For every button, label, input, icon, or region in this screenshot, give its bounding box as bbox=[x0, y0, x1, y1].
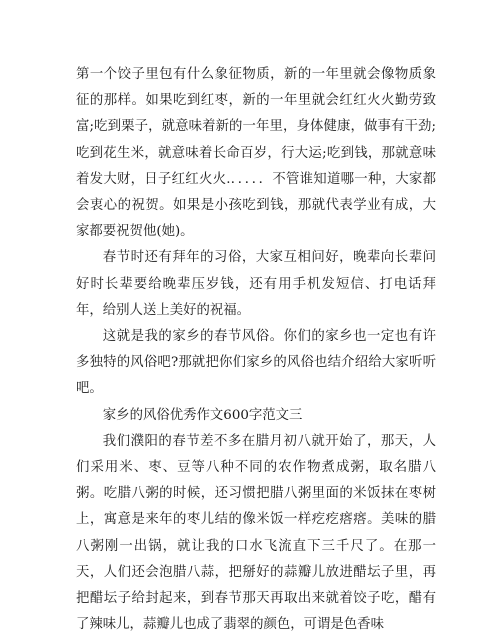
paragraph-first-dumpling: 第一个饺子里包有什么象征物质，新的一年里就会像物质象征的那样。如果吃到红枣，新的一年里就会红红火火勤劳致富;吃到栗子，就意味着新的一年里，身体健康，做事有干劲;吃到花生米，就意味着长命百岁，行大运;吃到钱，那就意味着发大财，日子红红火火.．．．．．不管谁知道哪一种，大家都会衷心的祝贺。如果是小孩吃到钱，那就代表学业有成，大家都要祝贺他(她)。 bbox=[76, 67, 436, 240]
paragraph-puyang-festival: 我们濮阳的春节差不多在腊月初八就开始了，那天，人们采用米、枣、豆等八种不同的农作物煮成粥，取名腊八粥。吃腊八粥的时候，还习惯把腊八粥里面的米饭抹在枣树上，寓意是来年的枣儿结的像米饭一样疙疙瘩瘩。美味的腊八粥刚一出锅，就让我的口水飞流直下三千尺了。在那一天，人们还会泡腊八蒜，把掰好的蒜瓣儿放进醋坛子里，再把醋坛子给封起来，到春节那天再取出来就着饺子吃，醋有了辣味儿，蒜瓣儿也成了翡翠的颜色，可谓是色香味 bbox=[76, 433, 436, 633]
document-body bbox=[76, 62, 436, 638]
paragraph-hometown-custom: 这就是我的家乡的春节风俗。你们的家乡也一定也有许多独特的风俗吧?那就把你们家乡的风俗也结介绍给大家听听吧。 bbox=[76, 329, 436, 397]
section-heading: 家乡的风俗优秀作文600字范文三 bbox=[102, 407, 303, 423]
paragraph-new-year-greeting: 春节时还有拜年的习俗，大家互相问好，晚辈向长辈问好时长辈要给晚辈压岁钱，还有用手机发短信、打电话拜年，给别人送上美好的祝福。 bbox=[76, 250, 436, 318]
